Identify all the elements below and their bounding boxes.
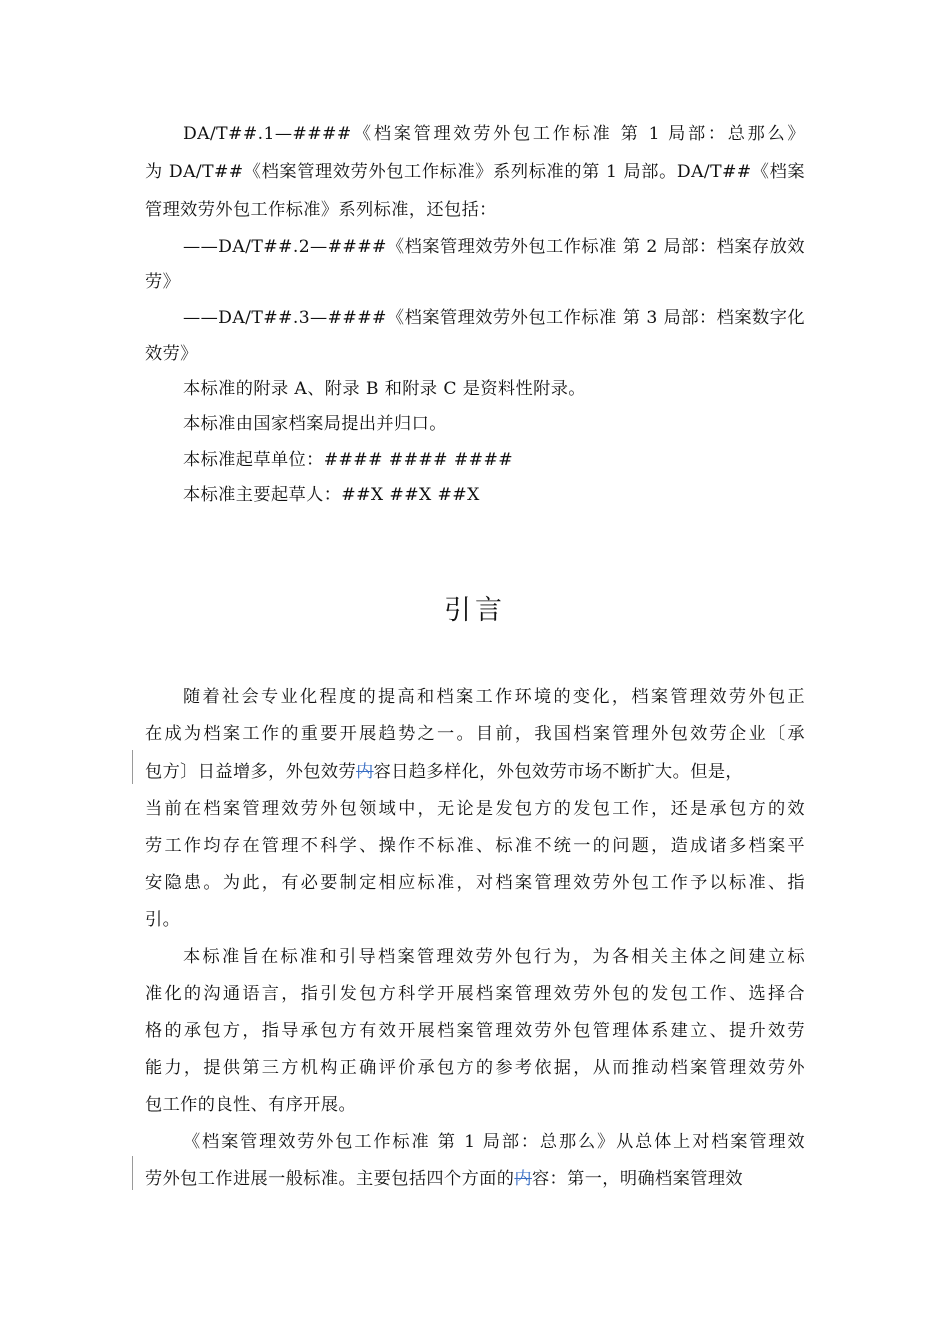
intro-para1-line5: 劳工作均存在管理不科学、操作不标准、标准不统一的问题，造成诸多档案平 [145,836,805,856]
revision-change-bar [132,750,133,784]
foreword-appendix-note: 本标准的附录 A、附录 B 和附录 C 是资料性附录。 [183,379,586,399]
foreword-drafting-units: 本标准起草单位：#### #### #### [183,450,514,470]
intro-para2-line5: 包工作的良性、有序开展。 [145,1095,357,1115]
foreword-para1-line1: DA/T##.1—####《档案管理效劳外包工作标准 第 1 局部：总那么》 [183,124,805,144]
intro-para2-line1: 本标准旨在标准和引导档案管理效劳外包行为，为各相关主体之间建立标 [183,947,805,967]
intro-para3-line2-text-b: 容：第一，明确档案管理效 [531,1169,743,1189]
intro-para1-line4: 当前在档案管理效劳外包领域中，无论是发包方的发包工作，还是承包方的效 [145,799,805,819]
foreword-drafters: 本标准主要起草人：##X ##X ##X [183,485,480,505]
foreword-para1-line3: 管理效劳外包工作标准》系列标准，还包括： [145,200,497,220]
intro-para2-line2: 准化的沟通语言，指引发包方科学开展档案管理效劳外包的发包工作、选择合 [145,984,805,1004]
intro-para1-line7: 引。 [145,910,181,930]
intro-para1-line6: 安隐患。为此，有必要制定相应标准，对档案管理效劳外包工作予以标准、指 [145,873,805,893]
intro-para1-line3 [145,760,805,784]
section-heading-introduction: 引言 [444,595,506,626]
revision-change-bar [132,1156,133,1190]
foreword-proposer-note: 本标准由国家档案局提出并归口。 [183,414,447,434]
intro-para3-line1: 《档案管理效劳外包工作标准 第 1 局部：总那么》从总体上对档案管理效 [183,1132,805,1152]
intro-para3-line2 [145,1167,805,1191]
foreword-para2-line2: 劳》 [145,272,181,292]
foreword-para3-line1: ——DA/T##.3—####《档案管理效劳外包工作标准 第 3 局部：档案数字化 [183,308,805,328]
intro-para1-line3-text-a: 包方〕日益增多，外包效劳 [145,762,357,782]
intro-para1-line3-text-b: 容日趋多样化，外包效劳市场不断扩大。但是， [373,762,743,782]
intro-para3-line2-text-a: 劳外包工作进展一般标准。主要包括四个方面的 [145,1169,515,1189]
intro-para2-line4: 能力，提供第三方机构正确评价承包方的参考依据，从而推动档案管理效劳外 [145,1058,805,1078]
tracked-deletion-mark: 内 [356,762,374,782]
intro-para1-line1: 随着社会专业化程度的提高和档案工作环境的变化，档案管理效劳外包正 [183,687,805,707]
intro-para1-line2: 在成为档案工作的重要开展趋势之一。目前，我国档案管理外包效劳企业〔承 [145,724,805,744]
foreword-para2-line1: ——DA/T##.2—####《档案管理效劳外包工作标准 第 2 局部：档案存放效 [183,237,805,257]
tracked-deletion-mark: 内 [514,1169,532,1189]
foreword-para3-line2: 效劳》 [145,344,198,364]
foreword-para1-line2: 为 DA/T##《档案管理效劳外包工作标准》系列标准的第 1 局部。DA/T##《档案 [145,162,805,182]
intro-para2-line3: 格的承包方，指导承包方有效开展档案管理效劳外包管理体系建立、提升效劳 [145,1021,805,1041]
